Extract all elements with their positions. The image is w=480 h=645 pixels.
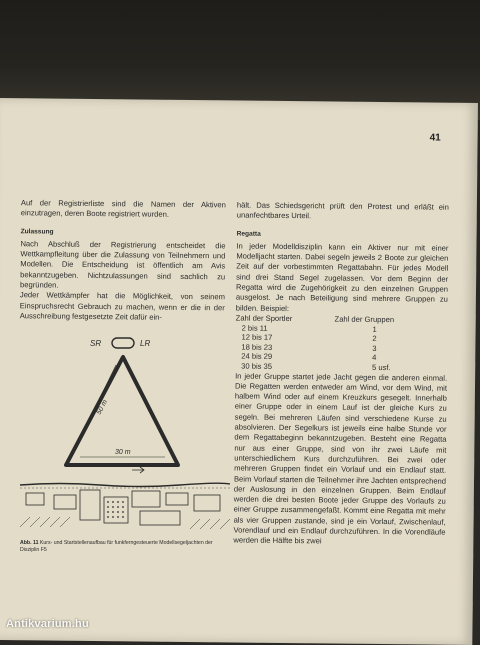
course-diagram [20, 335, 230, 535]
caption-text: Kurs- und Startstellenaufbau für funkferngesteuerte Modellsegeljachten der Disziplin F5 [20, 540, 213, 553]
intro-paragraph: Auf der Registrierliste sind die Namen der Aktiven einzutragen, deren Boote registriert wurden. [20, 198, 226, 220]
right-column [233, 200, 449, 548]
continuation-paragraph: hält. Das Schiedsgericht prüft den Protest und erläßt ein unanfechtbares Urteil. [236, 200, 449, 221]
left-column [20, 198, 226, 323]
regatta-paragraph-2: In jeder Gruppe startet jede Jacht gegen die anderen einmal. Die Regatten werden entweder am Wind, vor dem Wind, mit halbem Wind oder auf einem Kreuzkurs gesegelt. Innerhalb einer Gruppe oder in einem Lauf ist der gleiche Kurs zu segeln. Bei mehreren Läufen sind verschiedene Kurse zu absolvieren. Der Segelkurs ist jeweils eine halbe Stunde vor dem Regattabeginn bekanntzugeben. Besteht eine Regatta nur aus einer Gruppe, sind von ihr zwei Läufe mit unterschiedlichem Kurs durchzuführen. Bei zwei oder mehreren Gruppen findet ein Vorlauf und ein Endlauf statt. Beim Vorlauf starten die Teilnehmer ihre Jachten entsprechend der Auslosung in den einzelnen Gruppen. Beim Endlauf werden die drei besten Boote jeder Gruppe des Vorlaufs zu einer Gruppe zusammengefaßt. Kommt eine Regatta mit mehr als vier Gruppen zustande, sind je ein Vorlauf, Zwischenlauf, Vorendlauf und ein Endlauf durchzuführen. In die Vorendläufe werden die Hälfte bis zwei [233, 371, 448, 546]
label-base: 30 m [115, 449, 131, 456]
table-cell: 18 bis 23 [241, 342, 273, 352]
groups-table [235, 313, 448, 373]
zulassung-paragraph-2: Jeder Wettkämpfer hat die Möglichkeit, von seinem Einspruchsrecht Gebrauch zu machen, wenn er die in der Ausschreibung festgesetzte Zeit dafür ein- [19, 290, 225, 322]
course-diagram-svg [20, 335, 230, 535]
zulassung-paragraph-1: Nach Abschluß der Registrierung entscheidet die Wettkampfleitung über die Zulassung von Teilnehmern und Modellen. Die Entscheidung ist öffentlich am Avis bekanntzugeben. Nichtzulassungen sind sachlich zu begründen. [19, 239, 226, 290]
structure-box [80, 490, 100, 520]
structure-box [54, 495, 76, 509]
table-cell: 5 usf. [372, 362, 391, 373]
table-cell: 2 bis 11 [241, 323, 268, 333]
table-cell: 1 [372, 324, 377, 334]
structure-box [194, 495, 220, 511]
caption-label: Abb. 11 [20, 540, 39, 546]
structure-box [140, 511, 180, 525]
label-side: 50 m [95, 398, 110, 416]
top-buoy [112, 338, 134, 348]
watermark: Antikvarium.hu [6, 618, 89, 630]
structure-box [132, 491, 160, 507]
table-cell: 4 [372, 353, 377, 363]
regatta-heading: Regatta [236, 230, 261, 238]
structure-box [166, 493, 188, 505]
figure-caption [20, 540, 230, 554]
label-sr: SR [90, 339, 102, 348]
page-number: 41 [429, 132, 441, 144]
shoreline [20, 483, 230, 486]
table-cell: 3 [372, 343, 377, 353]
label-lr: LR [140, 339, 151, 348]
table-cell: 30 bis 35 [241, 361, 273, 371]
regatta-paragraph-1: In jeder Modelldisziplin kann ein Aktiver nur mit einer Modelljacht starten. Dabei segeln jeweils 2 Boote zur gleichen Zeit auf der vorbestimmten Regattabahn. Für jedes Modell sind drei Stand Segel zugelassen. Vor dem Beginn der Regatta wird die Zugehörigkeit zu den einzelnen Gruppen ausgelost. Je nach Beteiligung sind mehrere Gruppen zu bilden. Beispiel: [235, 241, 449, 313]
table-cell: 2 [372, 334, 377, 344]
seating-dots [107, 501, 124, 518]
header-athletes: Zahl der Sportler [235, 313, 293, 324]
structure-box [104, 497, 128, 523]
zulassung-heading: Zulassung [20, 227, 54, 236]
header-groups: Zahl der Gruppen [334, 314, 395, 325]
table-cell: 12 bis 17 [241, 332, 273, 343]
start-arrow [132, 467, 144, 473]
table-cell: 24 bis 29 [241, 351, 273, 362]
structure-box [26, 493, 44, 505]
side-dimension-line [78, 365, 116, 443]
